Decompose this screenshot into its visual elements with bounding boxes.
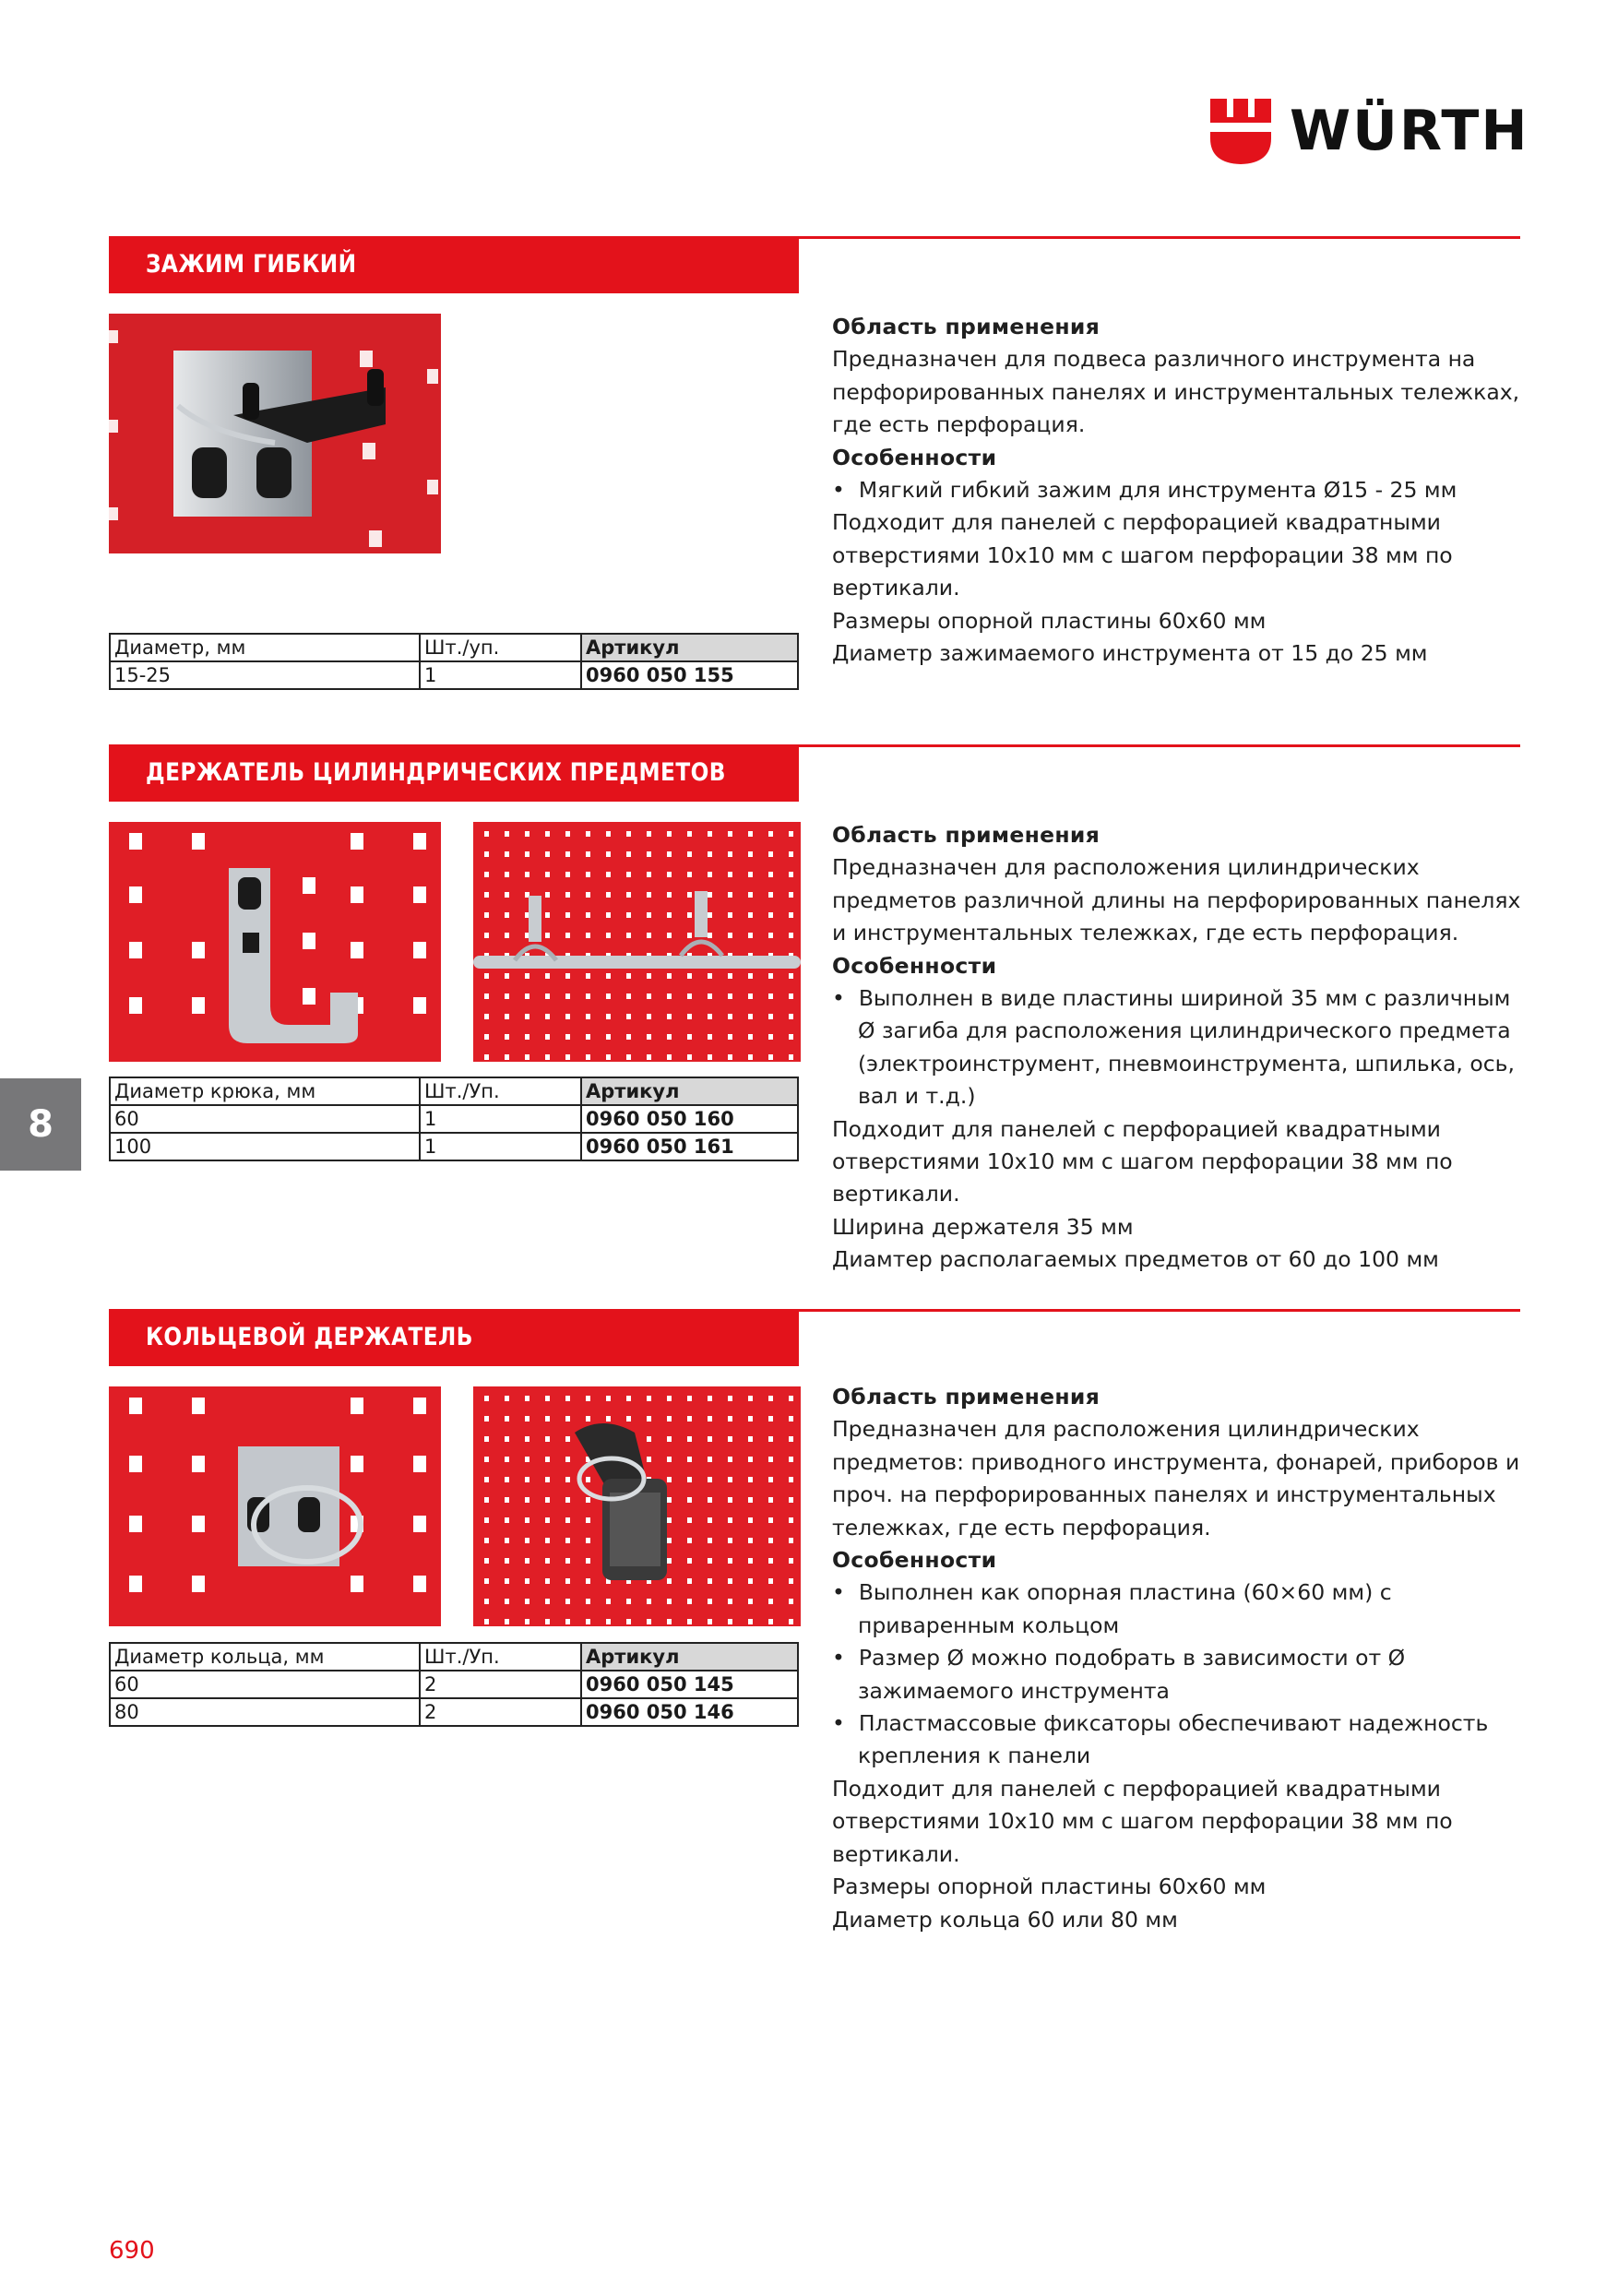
section-header-flexible-clamp [109, 236, 799, 293]
wurth-logo-text: WÜRTH [1290, 99, 1529, 163]
table-cell: 80 [110, 1698, 420, 1726]
article-number: 0960 050 146 [581, 1698, 798, 1726]
table-header-row [110, 634, 798, 661]
table-header-row [110, 1077, 798, 1105]
table-header-cell: Шт./Уп. [420, 1077, 581, 1105]
spec-table-ring-holder [109, 1642, 799, 1727]
section-divider [799, 744, 1520, 747]
description-text: Диамтер располагаемых предметов от 60 до 100 мм [832, 1246, 1439, 1273]
spec-table-cylinder-holder [109, 1077, 799, 1161]
table-cell: 1 [420, 1133, 581, 1160]
description-bullet: • Размер Ø можно подобрать в зависимости от Ø зажимаемого инструмента [832, 1645, 1406, 1704]
table-header-cell: Артикул [581, 1077, 798, 1105]
wurth-logo-mark-icon [1208, 97, 1273, 166]
table-header-cell: Диаметр кольца, мм [110, 1643, 420, 1671]
description-text: Ширина держателя 35 мм [832, 1213, 1134, 1240]
description-heading: Особенности [832, 952, 997, 979]
section-title: ЗАЖИМ ГИБКИЙ [146, 250, 357, 279]
description-text: Предназначен для подвеса различного инструмента на перфорированных панелях и инструментальных тележках, где есть перфорация. [832, 346, 1520, 438]
cylinder-holder-photo [109, 822, 441, 1062]
description-text: Подходит для панелей с перфорацией квадратными отверстиями 10x10 мм с шагом перфорации 38 мм по вертикали. [832, 1115, 1453, 1207]
description-heading: Особенности [832, 1547, 997, 1574]
article-number: 0960 050 160 [581, 1105, 798, 1133]
description-text: Размеры опорной пластины 60x60 мм [832, 1874, 1267, 1900]
description-ring-holder [832, 1381, 1524, 1936]
description-bullet: • Выполнен как опорная пластина (60×60 мм) с приваренным кольцом [832, 1579, 1392, 1638]
description-text: Предназначен для расположения цилиндрических предметов: приводного инструмента, фонарей, приборов и проч. на перфорированных панелях и инструментальных тележках, где есть перфорация. [832, 1416, 1520, 1541]
section-header-ring-holder [109, 1309, 799, 1366]
article-number: 0960 050 155 [581, 661, 798, 689]
description-text: Диаметр зажимаемого инструмента от 15 до 25 мм [832, 640, 1428, 667]
table-cell: 60 [110, 1105, 420, 1133]
wurth-logo [1208, 97, 1529, 166]
description-heading: Область применения [832, 822, 1100, 848]
spec-table-flexible-clamp [109, 633, 799, 690]
table-row [110, 1133, 798, 1160]
table-cell: 60 [110, 1671, 420, 1698]
table-cell: 1 [420, 1105, 581, 1133]
ring-holder-photo [109, 1386, 441, 1626]
table-header-row [110, 1643, 798, 1671]
flexible-clamp-photo [109, 314, 441, 553]
description-text: Предназначен для расположения цилиндрических предметов различной длины на перфорированных панелях и инструментальных тележках, где есть перфорация. [832, 854, 1521, 946]
section-divider [799, 1309, 1520, 1312]
description-text: Размеры опорной пластины 60x60 мм [832, 607, 1267, 634]
table-cell: 2 [420, 1698, 581, 1726]
table-cell: 100 [110, 1133, 420, 1160]
table-cell: 1 [420, 661, 581, 689]
table-row [110, 1105, 798, 1133]
section-header-cylinder-holder [109, 744, 799, 802]
table-header-cell: Шт./Уп. [420, 1643, 581, 1671]
table-cell: 15-25 [110, 661, 420, 689]
cylinder-holder-panel-photo [473, 822, 801, 1062]
description-bullet: • Выполнен в виде пластины шириной 35 мм с различным Ø загиба для расположения цилиндрического предмета (электроинструмент, пневмоинструмента, шпилька, ось, вал и т.д.) [832, 985, 1515, 1110]
table-header-cell: Шт./уп. [420, 634, 581, 661]
section-divider [799, 236, 1520, 239]
description-text: Диаметр кольца 60 или 80 мм [832, 1906, 1178, 1933]
description-bullet: • Мягкий гибкий зажим для инструмента Ø15 - 25 мм [832, 477, 1457, 504]
table-row [110, 1698, 798, 1726]
description-text: Подходит для панелей с перфорацией квадратными отверстиями 10x10 мм с шагом перфорации 38 мм по вертикали. [832, 1775, 1453, 1867]
section-title: ДЕРЖАТЕЛЬ ЦИЛИНДРИЧЕСКИХ ПРЕДМЕТОВ [146, 758, 726, 787]
description-heading: Область применения [832, 1384, 1100, 1410]
description-heading: Область применения [832, 314, 1100, 339]
section-title: КОЛЬЦЕВОЙ ДЕРЖАТЕЛЬ [146, 1323, 473, 1351]
table-cell: 2 [420, 1671, 581, 1698]
table-header-cell: Диаметр, мм [110, 634, 420, 661]
table-header-cell: Артикул [581, 1643, 798, 1671]
description-text: Подходит для панелей с перфорацией квадратными отверстиями 10x10 мм с шагом перфорации 38 мм по вертикали. [832, 509, 1453, 601]
table-header-cell: Диаметр крюка, мм [110, 1077, 420, 1105]
description-cylinder-holder [832, 819, 1524, 1277]
chapter-tab[interactable]: 8 [0, 1078, 81, 1171]
description-heading: Особенности [832, 444, 997, 470]
description-flexible-clamp [832, 311, 1524, 670]
table-row [110, 661, 798, 689]
table-row [110, 1671, 798, 1698]
ring-holder-tool-photo [473, 1386, 801, 1626]
description-bullet: • Пластмассовые фиксаторы обеспечивают надежность крепления к панели [832, 1710, 1489, 1769]
page-number: 690 [109, 2237, 155, 2265]
article-number: 0960 050 145 [581, 1671, 798, 1698]
table-header-cell: Артикул [581, 634, 798, 661]
article-number: 0960 050 161 [581, 1133, 798, 1160]
